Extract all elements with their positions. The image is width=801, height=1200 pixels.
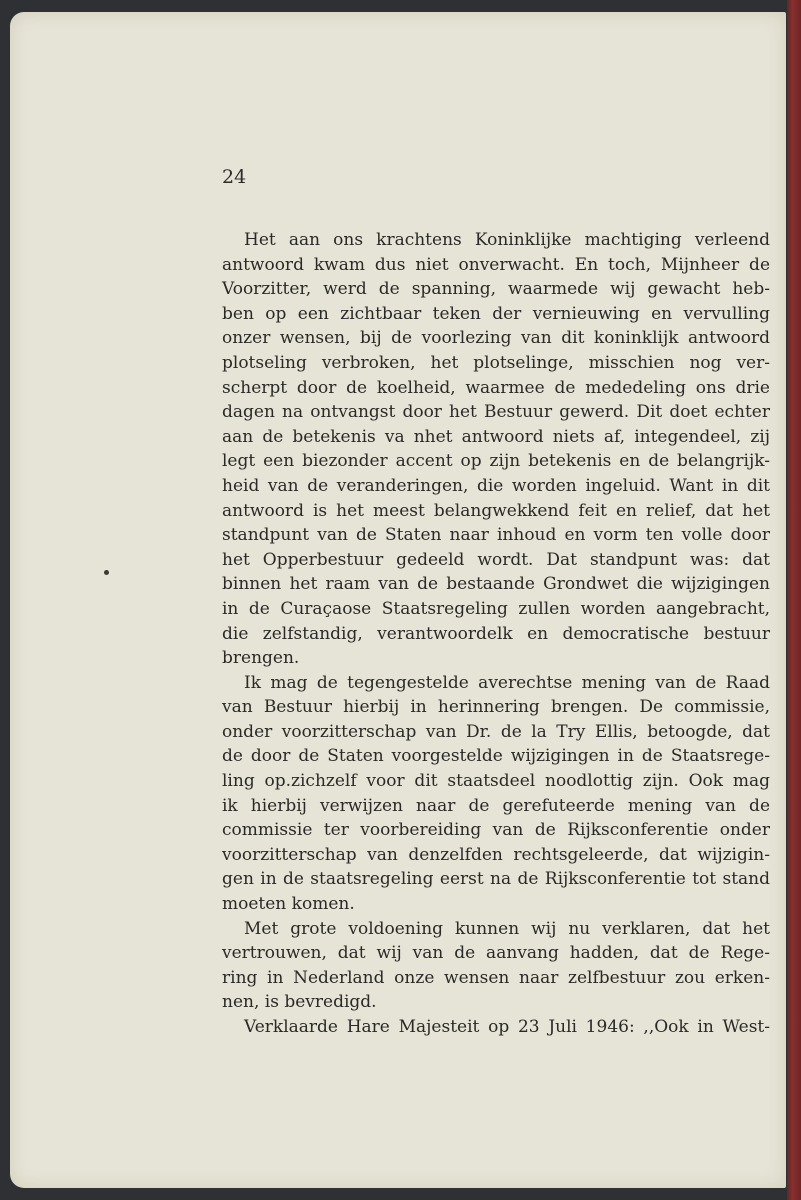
- text-line: plotseling verbroken, het plotselinge, misschien nog ver-: [222, 352, 770, 373]
- text-line: binnen het raam van de bestaande Grondwet die wijzigingen: [222, 574, 770, 595]
- text-line: brengen.: [222, 648, 300, 669]
- text-line: dagen na ontvangst door het Bestuur gewerd. Dit doet echter: [222, 402, 770, 423]
- text-line: antwoord kwam dus niet onverwacht. En toch, Mijnheer de: [222, 254, 770, 275]
- text-line: antwoord is het meest belangwekkend feit en relief, dat het: [222, 500, 770, 521]
- text-line: legt een biezonder accent op zijn betekenis en de belangrijk-: [222, 451, 770, 472]
- text-line: ling op.zichzelf voor dit staatsdeel noodlottig zijn. Ook mag: [222, 771, 770, 792]
- text-line: ring in Nederland onze wensen naar zelfbestuur zou erken-: [222, 967, 770, 988]
- text-line: Ik mag de tegengestelde averechtse mening van de Raad: [244, 672, 770, 693]
- text-line: moeten komen.: [222, 894, 355, 915]
- text-line: gen in de staatsregeling eerst na de Rijksconferentie tot stand: [222, 869, 770, 890]
- text-line: Voorzitter, werd de spanning, waarmede wij gewacht heb-: [222, 279, 770, 300]
- text-line: ik hierbij verwijzen naar de gerefuteerde mening van de: [222, 795, 770, 816]
- text-line: de door de Staten voorgestelde wijzigingen in de Staatsrege-: [222, 746, 770, 767]
- text-line: van Bestuur hierbij in herinnering brengen. De commissie,: [222, 697, 770, 718]
- book-spine: [787, 0, 801, 1200]
- text-line: standpunt van de Staten naar inhoud en vorm ten volle door: [222, 525, 770, 546]
- text-line: commissie ter voorbereiding van de Rijksconferentie onder: [222, 820, 770, 841]
- text-line: vertrouwen, dat wij van de aanvang hadden, dat de Rege-: [222, 943, 770, 964]
- text-line: scherpt door de koelheid, waarmee de mededeling ons drie: [222, 377, 770, 398]
- text-line: onder voorzitterschap van Dr. de la Try Ellis, betoogde, dat: [222, 721, 770, 742]
- text-line: het Opperbestuur gedeeld wordt. Dat standpunt was: dat: [222, 549, 770, 570]
- text-line: ben op een zichtbaar teken der vernieuwing en vervulling: [222, 303, 770, 324]
- text-line: Het aan ons krachtens Koninklijke machtiging verleend: [244, 230, 770, 250]
- page-number: 24: [222, 166, 247, 188]
- body-text: [222, 228, 770, 1040]
- text-line: die zelfstandig, verantwoordelk en democratische bestuur: [222, 623, 770, 644]
- text-line: in de Curaçaose Staatsregeling zullen worden aangebracht,: [222, 598, 770, 619]
- text-line: voorzitterschap van denzelfden rechtsgeleerde, dat wijzigin-: [222, 844, 770, 865]
- text-line: heid van de veranderingen, die worden ingeluid. Want in dit: [222, 475, 770, 496]
- text-line: aan de betekenis va nhet antwoord niets af, integendeel, zij: [222, 426, 770, 447]
- ink-speck: [104, 570, 109, 575]
- text-line: onzer wensen, bij de voorlezing van dit koninklijk antwoord: [222, 328, 770, 349]
- text-line: Verklaarde Hare Majesteit op 23 Juli 1946: ,,Ook in West-: [244, 1017, 770, 1037]
- text-line: nen, is bevredigd.: [222, 992, 377, 1013]
- text-line: Met grote voldoening kunnen wij nu verklaren, dat het: [244, 918, 770, 939]
